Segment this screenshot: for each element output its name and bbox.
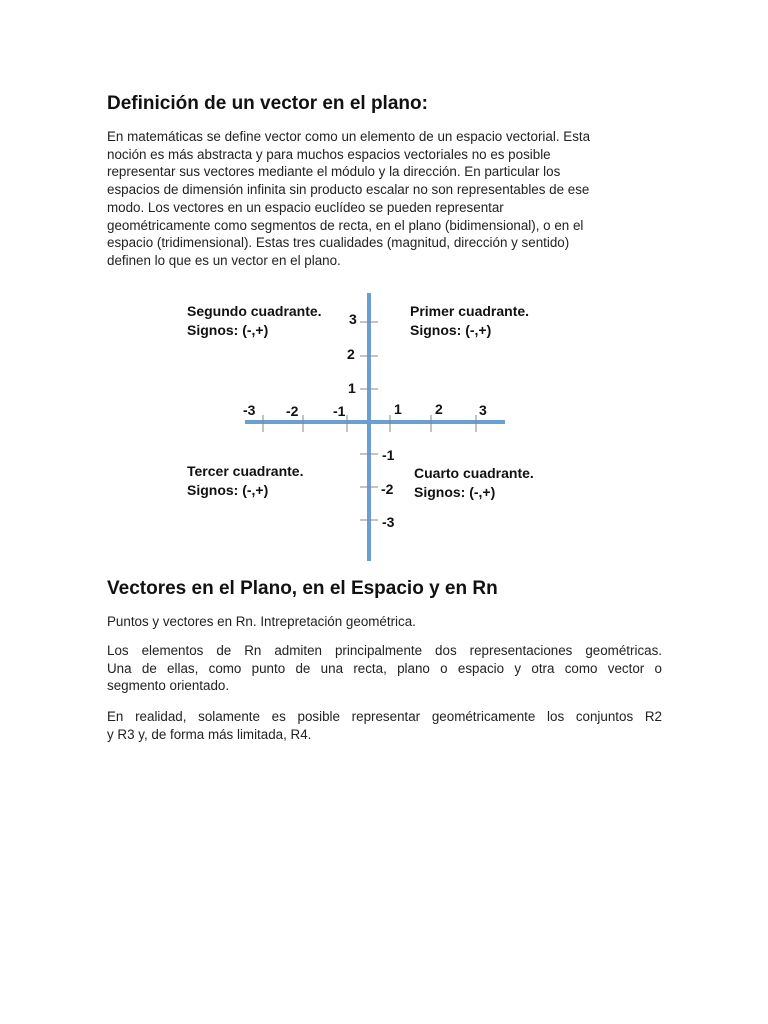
- paragraph-line: espacio (tridimensional). Estas tres cualidades (magnitud, dirección y sentido): [107, 235, 570, 251]
- y-tick-label: -3: [382, 514, 395, 530]
- paragraph-line: y R3 y, de forma más limitada, R4.: [107, 726, 312, 742]
- rn-intro-paragraph: [107, 613, 662, 631]
- rn-geometric-paragraph: [107, 708, 662, 743]
- paragraph-line: modo. Los vectores en un espacio euclídeo se pueden representar: [107, 199, 504, 215]
- quadrant-title: Segundo cuadrante.: [187, 303, 322, 319]
- paragraph-line: definen lo que es un vector en el plano.: [107, 252, 341, 268]
- rn-representations-paragraph: [107, 642, 662, 695]
- x-tick-label: -3: [243, 402, 256, 418]
- paragraph-line: Puntos y vectores en Rn. Intrepretación geométrica.: [107, 614, 416, 629]
- quadrant-signs: Signos: (-,+): [414, 484, 496, 500]
- first-quadrant-label: [410, 302, 529, 340]
- y-tick-label: 2: [347, 346, 355, 362]
- paragraph-line: segmento orientado.: [107, 678, 230, 694]
- paragraph-line: Los elementos de Rn admiten principalmente dos representaciones geométricas.: [107, 643, 662, 658]
- section-heading-vectores-rn: Vectores en el Plano, en el Espacio y en Rn: [107, 578, 498, 599]
- second-quadrant-label: [187, 302, 322, 340]
- third-quadrant-label: [187, 462, 303, 500]
- fourth-quadrant-label: [414, 464, 534, 502]
- paragraph-line: noción es más abstracta y para muchos espacios vectoriales no es posible: [107, 146, 551, 162]
- quadrant-signs: Signos: (-,+): [187, 322, 269, 338]
- x-tick-label: 3: [479, 402, 487, 418]
- y-tick-label: 1: [348, 380, 356, 396]
- quadrant-signs: Signos: (-,+): [410, 322, 492, 338]
- paragraph-line: Una de ellas, como punto de una recta, plano o espacio y otra como vector o: [107, 660, 662, 676]
- quadrant-signs: Signos: (-,+): [187, 482, 269, 498]
- x-tick-label: 1: [394, 401, 402, 417]
- paragraph-line: representar sus vectores mediante el módulo y la dirección. En particular los: [107, 164, 561, 180]
- quadrant-title: Tercer cuadrante.: [187, 463, 304, 479]
- definition-paragraph: [107, 128, 662, 270]
- y-tick-label: -2: [381, 481, 394, 497]
- paragraph-line: En realidad, solamente es posible representar geométricamente los conjuntos R2: [107, 709, 662, 724]
- quadrant-title: Primer cuadrante.: [410, 303, 530, 319]
- y-tick-label: 3: [349, 311, 357, 327]
- paragraph-line: geométricamente como segmentos de recta, en el plano (bidimensional), o en el: [107, 217, 584, 233]
- paragraph-line: espacios de dimensión infinita sin producto escalar no son representables de ese: [107, 182, 590, 198]
- y-tick-label: -1: [382, 447, 395, 463]
- section-heading-vector-plano: Definición de un vector en el plano:: [107, 93, 428, 114]
- quadrant-title: Cuarto cuadrante.: [414, 465, 534, 481]
- x-tick-label: -1: [333, 403, 346, 419]
- x-tick-label: -2: [286, 403, 299, 419]
- paragraph-line: En matemáticas se define vector como un elemento de un espacio vectorial. Esta: [107, 129, 591, 144]
- x-tick-label: 2: [435, 401, 443, 417]
